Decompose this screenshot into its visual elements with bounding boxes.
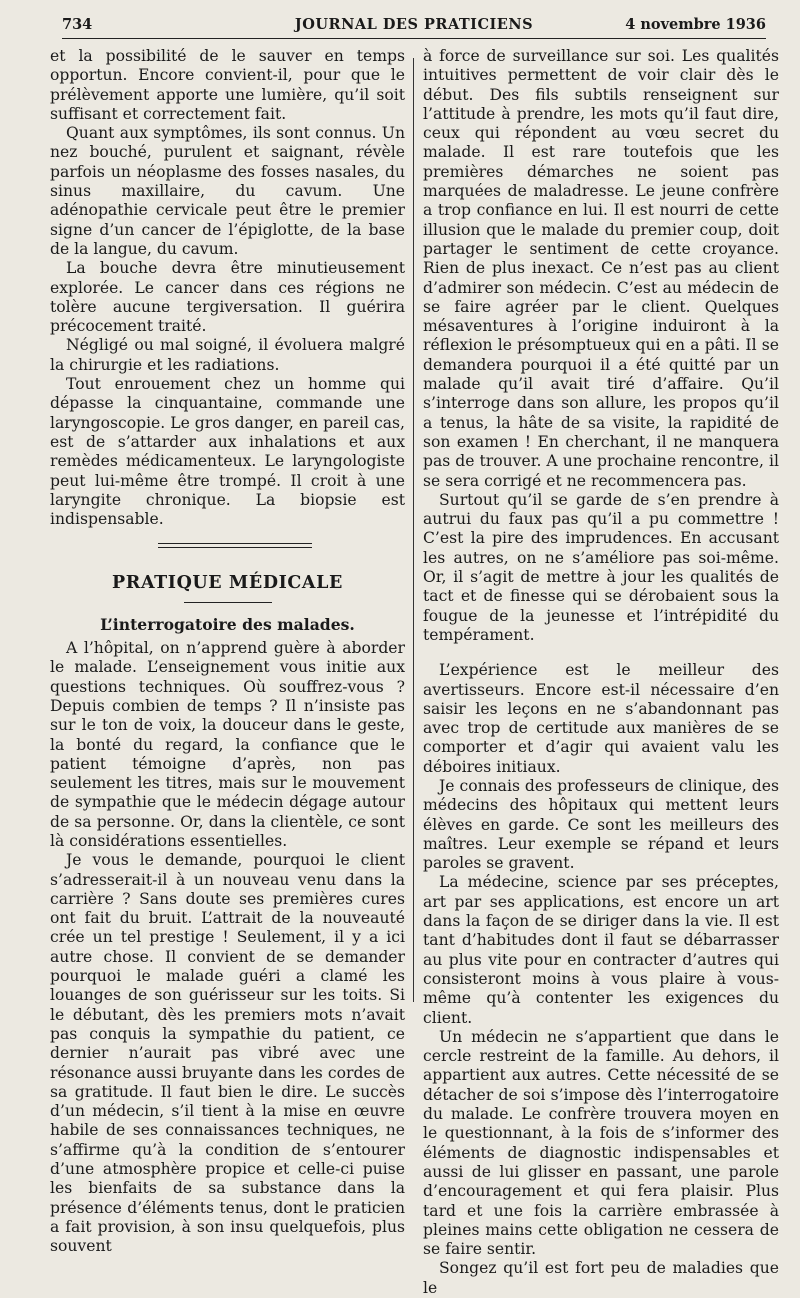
right-column bbox=[423, 47, 779, 1297]
paragraph: Négligé ou mal soigné, il évoluera malgré la chirurgie et les radiations. bbox=[50, 336, 405, 374]
journal-title: JOURNAL DES PRATICIENS bbox=[294, 16, 534, 33]
paragraph: Je connais des professeurs de clinique, des médecins des hôpitaux qui mettent leurs élèves en garde. Ce sont les meilleurs des maîtres. Leur exemple se répand et leurs paroles se gravent. bbox=[423, 776, 779, 873]
paragraph: Surtout qu’il se garde de s’en prendre à autrui du faux pas qu’il a pu commettre ! C’est la pire des imprudences. En accusant les autres, on ne s’améliore pas soi-même. Or, il s’agit de mettre à jour les qualités de tact et de finesse qui se dérobaient sous la fougue de la jeunesse et l’intrépidité du tempérament. bbox=[423, 490, 779, 644]
paragraph: La bouche devra être minutieusement explorée. Le cancer dans ces régions ne tolère aucune tergiversation. Il guérira précocement traité. bbox=[50, 259, 405, 336]
page-number: 734 bbox=[62, 16, 93, 33]
paragraph: L’expérience est le meilleur des avertisseurs. Encore est-il nécessaire d’en saisir les leçons en ne s’abandonnant pas avec trop de certitude aux manières de se comporter et d’agir qui avaient valu les déboires initiaux. bbox=[423, 661, 779, 776]
article-title: L’interrogatoire des malades. bbox=[100, 614, 355, 634]
paragraph: La médecine, science par ses préceptes, art par ses applications, est encore un art dans la façon de se diriger dans la vie. Il est tant d’habitudes dont il faut se débarrasser au plus vite pour en contracter d’autres qui consisteront moins à vous plaire à vous-même qu’à contenter les exigences du client. bbox=[423, 873, 779, 1027]
paragraph: Un médecin ne s’appartient que dans le cercle restreint de la famille. Au dehors, il appartient aux autres. Cette nécessité de se détacher de soi s’impose dès l’interrogatoire du malade. Le confrère trouvera moyen en le questionnant, à la fois de s’informer des éléments de diagnostic indispensables et aussi de lui glisser en passant, une parole d’encouragement et qui fera plaisir. Plus tard et une fois la carrière embrassée à pleines mains cette obligation ne cessera de se faire sentir. bbox=[423, 1027, 779, 1259]
left-column bbox=[50, 47, 405, 1256]
column-divider bbox=[413, 58, 414, 1002]
paragraph: Tout enrouement chez un homme qui dépasse la cinquantaine, commande une laryngoscopie. Le gros danger, en pareil cas, est de s’attarder aux inhalations et aux remèdes médicamenteux. Le laryngologiste peut lui-même être trompé. Il croit à une laryngite chronique. La biopsie est indispensable. bbox=[50, 375, 405, 529]
title-underline bbox=[184, 602, 272, 603]
paragraph: et la possibilité de le sauver en temps opportun. Encore convient-il, pour que le prélèvement apporte une lumière, qu’il soit suffisant et correctement fait. bbox=[50, 47, 405, 123]
paragraph: à force de surveillance sur soi. Les qualités intuitives permettent de voir clair dès le début. Des fils subtils renseignent sur l’attitude à prendre, les mots qu’il faut dire, ceux qui répondent au vœu secret du malade. Il est rare toutefois que les premières démarches ne soient pas marquées de maladresse. Le jeune confrère a trop confiance en lui. Il est nourri de cette illusion que le malade du premier coup, doit partager le sentiment de cette croyance. Rien de plus inexact. Ce n’est pas au client d’admirer son médecin. C’est au médecin de se faire agréer par le client. Quelques mésaventures à l’origine induiront à la réflexion le présomptueux qui en a pâti. Il se demandera pourquoi il a été quitté par un malade qu’il avait tiré d’affaire. Qu’il s’interroge dans son allure, les propos qu’il a tenus, la hâte de sa visite, la rapidité de son examen ! En cherchant, il ne manquera pas de trouver. A une prochaine rencontre, il se sera corrigé et ne recommencera pas. bbox=[423, 47, 779, 490]
section-title: PRATIQUE MÉDICALE bbox=[112, 573, 343, 594]
running-header bbox=[62, 14, 766, 39]
issue-date: 4 novembre 1936 bbox=[625, 16, 766, 33]
paragraph-gap bbox=[423, 645, 779, 661]
paragraph: Songez qu’il est fort peu de maladies que le bbox=[423, 1259, 779, 1297]
paragraph: Je vous le demande, pourquoi le client s’adresserait-il à un nouveau venu dans la carrière ? Sans doute ses premières cures ont fait du bruit. L’attrait de la nouveauté crée un tel prestige ! Seulement, il y a ici autre chose. Il convient de se demander pourquoi le malade guéri a clamé les louanges de son guérisseur sur les toits. Si le débutant, dès les premiers mots n’avait pas conquis la sympathie du patient, ce dernier n’aurait pas vibré avec une résonance aussi bruyante dans les cordes de sa gratitude. Il faut bien le dire. Le succès d’un médecin, s’il tient à la mise en œuvre habile de ses connaissances techniques, ne s’affirme qu’à la condition de s’entourer d’une atmosphère propice et celle-ci puise les bienfaits de sa substance dans la présence d’éléments tenus, dont le praticien a fait provision, à son insu quelquefois, plus souvent bbox=[50, 851, 405, 1256]
paragraph: A l’hôpital, on n’apprend guère à aborder le malade. L’enseignement vous initie aux questions techniques. Où souffrez-vous ? Depuis combien de temps ? Il n’insiste pas sur le ton de voix, la douceur dans le geste, la bonté du regard, la confiance que le patient témoigne d’après, non pas seulement les titres, mais sur le mouvement de sympathie que le médecin dégage autour de sa personne. Or, dans la clientèle, ce sont là considérations essentielles. bbox=[50, 639, 405, 850]
paragraph: Quant aux symptômes, ils sont connus. Un nez bouché, purulent et saignant, révèle parfois un néoplasme des fosses nasales, du sinus maxillaire, du cavum. Une adénopathie cervicale peut être le premier signe d’un cancer de l’épiglotte, de la base de la langue, du cavum. bbox=[50, 124, 405, 258]
section-divider bbox=[158, 543, 312, 548]
